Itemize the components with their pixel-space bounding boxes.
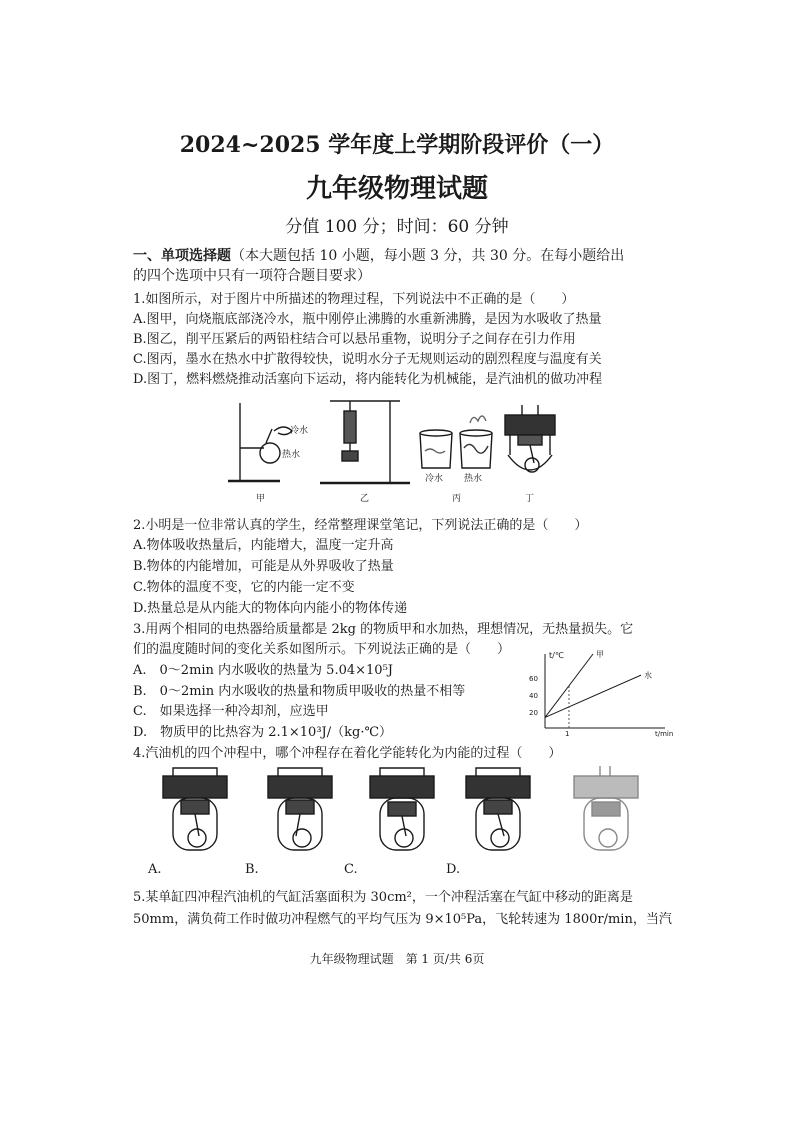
exam-subtitle: 九年级物理试题 xyxy=(305,174,488,204)
y-tick-40: 40 xyxy=(529,692,538,700)
q3-stem-line2: 们的温度随时间的变化关系如图所示。下列说法正确的是（ ） xyxy=(133,642,511,657)
engine-d-icon xyxy=(466,768,530,850)
fig-label-bing: 丙 xyxy=(452,494,462,504)
q4-stem: 4.汽油机的四个冲程中，哪个冲程存在着化学能转化为内能的过程（ ） xyxy=(133,746,562,761)
q1-stem: 1.如图所示，对于图片中所描述的物理过程，下列说法中不正确的是（ ） xyxy=(133,292,575,307)
engine-a-icon xyxy=(163,768,227,850)
q3-option-c: C. 如果选择一种冷却剂，应选甲 xyxy=(133,704,329,719)
section-heading-bold: 一、单项选择题 xyxy=(133,248,231,264)
beakers-figure xyxy=(420,416,492,484)
q3-temperature-chart xyxy=(515,648,675,738)
q4-option-c: C. xyxy=(344,862,358,877)
q1-figure xyxy=(220,393,580,505)
q2-option-b: B.物体的内能增加，可能是从外界吸收了热量 xyxy=(133,559,394,574)
q4-option-b: B. xyxy=(245,862,259,877)
engine-c-icon xyxy=(370,768,434,850)
exam-title: 2024~2025 学年度上学期阶段评价（一） xyxy=(179,132,615,158)
page-footer: 九年级物理试题 第 1 页/共 6页 xyxy=(309,952,485,966)
engine-e-icon xyxy=(574,766,638,850)
q5-line1: 5.某单缸四冲程汽油机的气缸活塞面积为 30cm²，一个冲程活塞在气缸中移动的距离是 xyxy=(133,890,633,905)
q3-stem-line1: 3.用两个相同的电热器给质量都是 2kg 的物质甲和水加热，理想情况，无热量损失。它 xyxy=(133,622,634,637)
q2-option-a: A.物体吸收热量后，内能增大，温度一定升高 xyxy=(133,538,394,553)
q4-option-a: A. xyxy=(148,862,162,877)
engine-figure xyxy=(505,405,555,472)
q3-option-b: B. 0～2min 内水吸收的热量和物质甲吸收的热量不相等 xyxy=(133,684,466,699)
x-axis-label: t/min xyxy=(655,730,674,738)
fig-label-ding: 丁 xyxy=(525,494,535,504)
series-label-water: 水 xyxy=(644,671,652,681)
section-heading-line2: 的四个选项中只有一项符合题目要求） xyxy=(133,268,371,284)
exam-meta: 分值 100 分；时间：60 分钟 xyxy=(285,217,509,237)
q4-option-d: D. xyxy=(446,862,461,877)
q1-option-c: C.图丙，墨水在热水中扩散得较快，说明水分子无规则运动的剧烈程度与温度有关 xyxy=(133,352,602,367)
x-tick-1: 1 xyxy=(565,730,570,738)
q1-option-d: D.图丁，燃料燃烧推动活塞向下运动，将内能转化为机械能，是汽油机的做功冲程 xyxy=(133,372,603,387)
fig-hot-water-label: 热水 xyxy=(282,450,301,460)
q2-option-c: C.物体的温度不变，它的内能一定不变 xyxy=(133,580,355,595)
fig-cold-beaker-label: 冷水 xyxy=(425,474,444,484)
fig-label-jia: 甲 xyxy=(256,494,266,504)
flask-figure xyxy=(228,403,308,481)
q3-option-a: A. 0～2min 内水吸收的热量为 5.04×10⁵J xyxy=(133,663,393,678)
q1-option-a: A.图甲，向烧瓶底部浇冷水，瓶中刚停止沸腾的水重新沸腾，是因为水吸收了热量 xyxy=(133,312,602,327)
series-line-water xyxy=(545,675,641,717)
q2-stem: 2.小明是一位非常认真的学生，经常整理课堂笔记，下列说法正确的是（ ） xyxy=(133,518,588,533)
y-axis-label: t/℃ xyxy=(549,651,564,660)
series-label-jia: 甲 xyxy=(596,650,604,659)
y-tick-20: 20 xyxy=(529,709,538,717)
fig-hot-beaker-label: 热水 xyxy=(464,474,483,484)
fig-label-yi: 乙 xyxy=(360,494,370,504)
q1-option-b: B.图乙，削平压紧后的两铅柱结合可以悬吊重物，说明分子之间存在引力作用 xyxy=(133,332,576,347)
q4-engines xyxy=(140,762,660,872)
section-heading-rest: （本大题包括 10 小题，每小题 3 分，共 30 分。在每小题给出 xyxy=(231,248,625,264)
lead-cylinder-figure xyxy=(320,401,410,483)
q5-line2: 50mm，满负荷工作时做功冲程燃气的平均气压为 9×10⁵Pa，飞轮转速为 1800r/min，当汽 xyxy=(133,912,672,927)
fig-cold-water-label: 冷水 xyxy=(290,426,309,436)
q3-option-d: D. 物质甲的比热容为 2.1×10³J/（kg·℃） xyxy=(133,725,393,740)
y-tick-60: 60 xyxy=(529,675,538,683)
q2-option-d: D.热量总是从内能大的物体向内能小的物体传递 xyxy=(133,601,408,616)
section-heading xyxy=(133,245,624,265)
engine-b-icon xyxy=(268,768,332,850)
